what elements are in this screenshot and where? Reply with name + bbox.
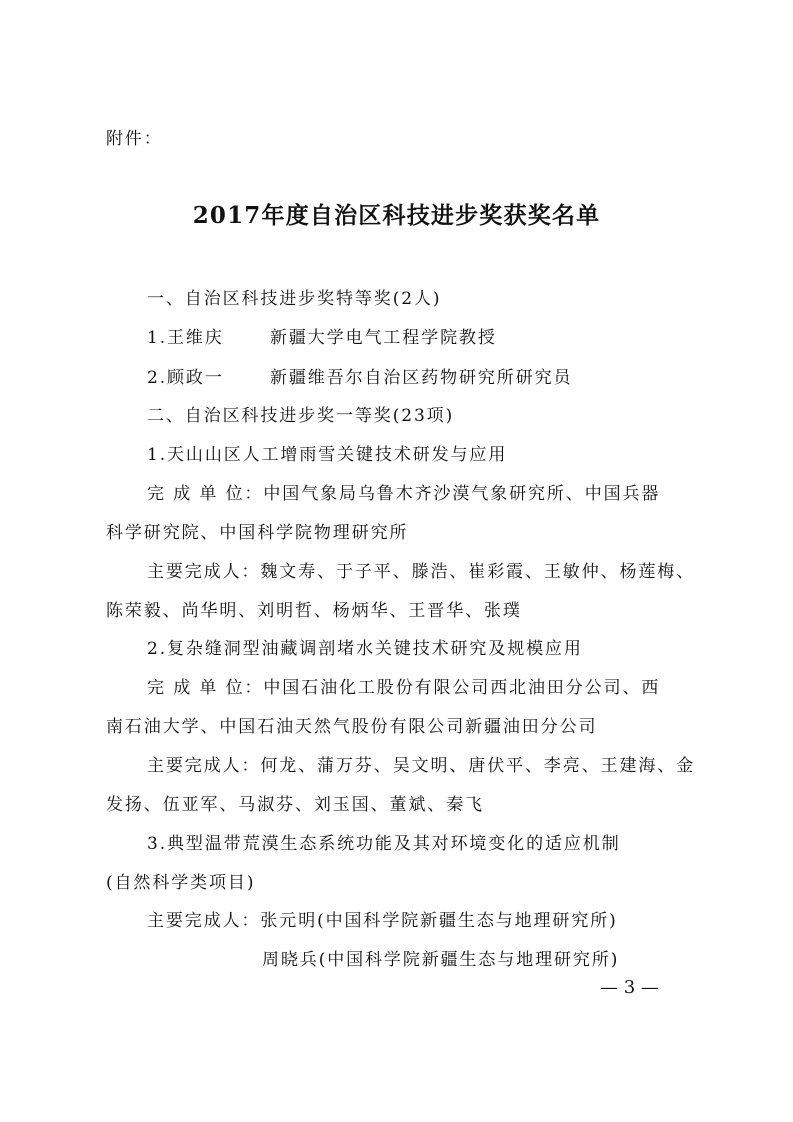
winner-name: 2.顾政一 bbox=[147, 368, 224, 388]
project-title: 1.天山山区人工增雨雪关键技术研发与应用 bbox=[147, 445, 508, 465]
project-units: 完 成 单 位：中国石油化工股份有限公司西北油田分公司、西 bbox=[147, 678, 661, 698]
project-people: 主要完成人：何龙、蒲万芬、吴文明、唐伏平、李亮、王建海、金 bbox=[147, 756, 696, 776]
project-people-continued: 陈荣毅、尚华明、刘明哲、杨炳华、王晋华、张璞 bbox=[106, 601, 522, 621]
project-title: 3.典型温带荒漠生态系统功能及其对环境变化的适应机制 bbox=[147, 834, 621, 854]
project-units-continued: 科学研究院、中国科学院物理研究所 bbox=[106, 523, 409, 543]
special-winner-row bbox=[147, 366, 572, 390]
project-units: 完 成 单 位：中国气象局乌鲁木齐沙漠气象研究所、中国兵器 bbox=[147, 484, 661, 504]
page-number: — 3 — bbox=[600, 977, 659, 998]
attachment-label: 附件： bbox=[106, 129, 163, 149]
first-prize-heading: 二、自治区科技进步奖一等奖(23项) bbox=[147, 406, 455, 426]
project-people-continued: 周晓兵(中国科学院新疆生态与地理研究所) bbox=[262, 950, 620, 970]
project-people: 主要完成人：魏文寿、于子平、滕浩、崔彩霞、王敏仲、杨莲梅、 bbox=[147, 562, 696, 582]
winner-affiliation: 新疆维吾尔自治区药物研究所研究员 bbox=[270, 368, 573, 388]
project-title: 2.复杂缝洞型油藏调剖堵水关键技术研究及规模应用 bbox=[147, 639, 583, 659]
project-units-continued: 南石油大学、中国石油天然气股份有限公司新疆油田分公司 bbox=[106, 717, 598, 737]
winner-affiliation: 新疆大学电气工程学院教授 bbox=[270, 328, 497, 348]
winner-name: 1.王维庆 bbox=[147, 328, 224, 348]
page-title: 2017年度自治区科技进步奖获奖名单 bbox=[192, 202, 601, 229]
project-people: 主要完成人：张元明(中国科学院新疆生态与地理研究所) bbox=[147, 911, 618, 931]
project-title-continued: (自然科学类项目) bbox=[106, 873, 256, 893]
special-prize-heading: 一、自治区科技进步奖特等奖(2人) bbox=[147, 289, 442, 309]
special-winner-row bbox=[147, 326, 497, 350]
project-people-continued: 发扬、伍亚军、马淑芬、刘玉国、董斌、秦飞 bbox=[106, 795, 484, 815]
